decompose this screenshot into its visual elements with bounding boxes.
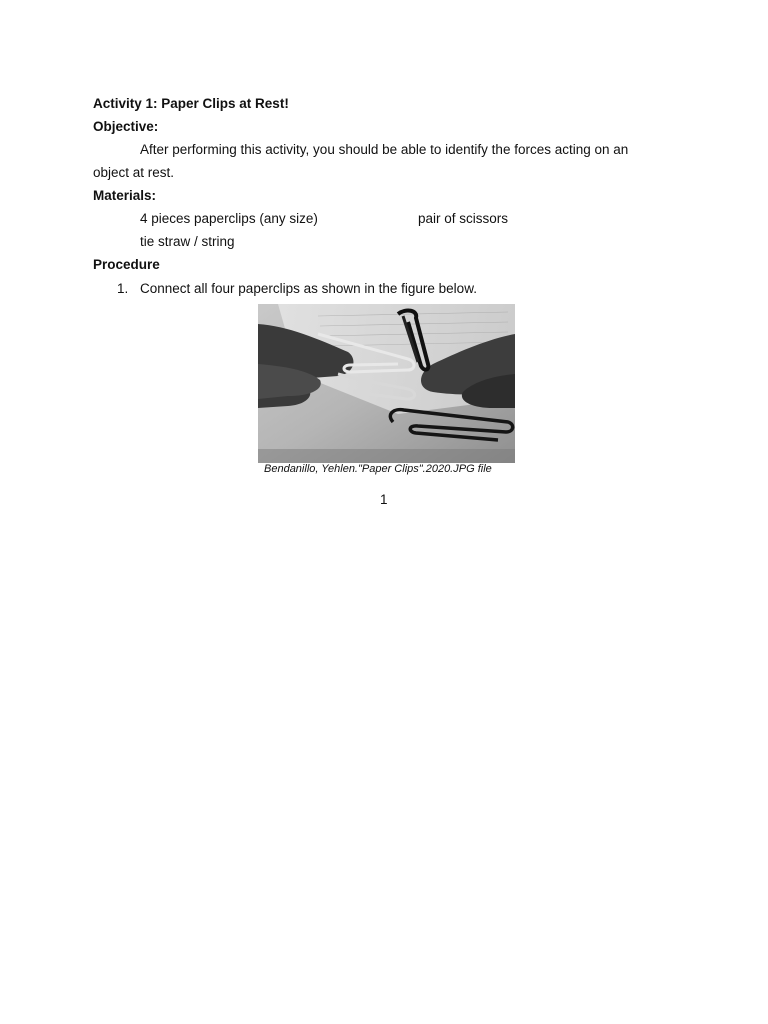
paperclips-photo	[258, 304, 515, 463]
procedure-step-number: 1.	[117, 281, 129, 296]
materials-heading: Materials:	[93, 188, 157, 203]
procedure-heading: Procedure	[93, 257, 160, 272]
material-item-paperclips: 4 pieces paperclips (any size)	[140, 211, 318, 226]
page-number: 1	[380, 492, 388, 507]
activity-title: Activity 1: Paper Clips at Rest!	[93, 96, 289, 111]
objective-text-line2: object at rest.	[93, 165, 175, 180]
figure-caption: Bendanillo, Yehlen."Paper Clips".2020.JPG file	[264, 463, 492, 475]
material-item-string: tie straw / string	[140, 234, 235, 249]
objective-text-line1: After performing this activity, you should be able to identify the forces acting on an	[140, 142, 629, 157]
objective-heading: Objective:	[93, 119, 159, 134]
material-item-scissors: pair of scissors	[418, 211, 509, 226]
procedure-step-text: Connect all four paperclips as shown in the figure below.	[140, 281, 477, 296]
